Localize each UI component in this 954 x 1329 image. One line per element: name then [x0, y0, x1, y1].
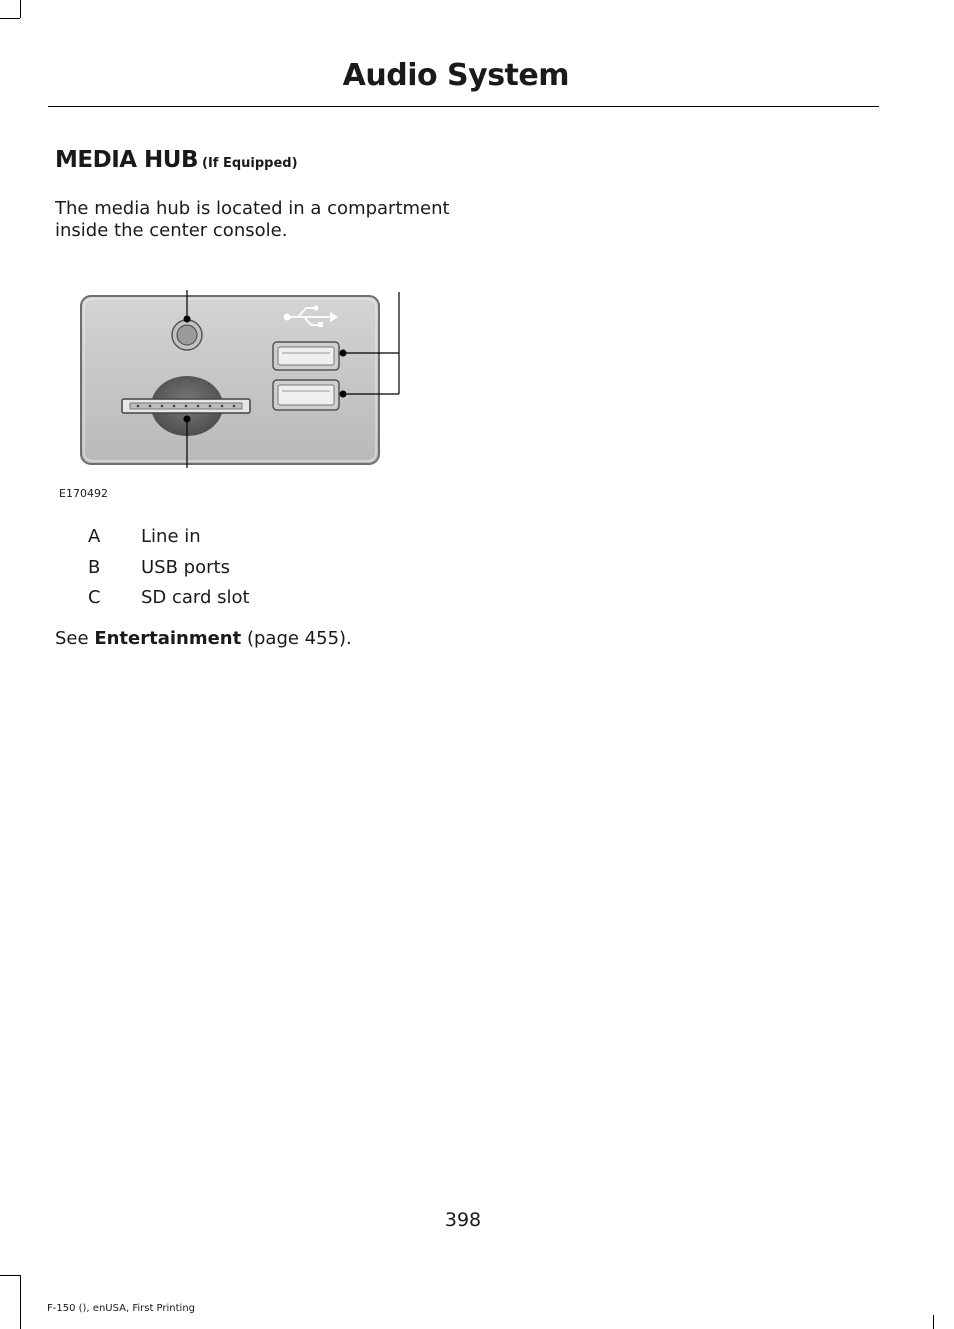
crop-mark: [933, 1315, 934, 1329]
crop-mark: [20, 0, 21, 18]
legend-label: Line in: [141, 526, 201, 547]
crossref-prefix: See: [55, 628, 89, 649]
legend-key: C: [88, 587, 101, 608]
page-number: 398: [444, 1209, 482, 1231]
header-rule: [48, 106, 879, 107]
crossref-suffix: (page 455).: [246, 628, 352, 649]
usb-port-icon: [273, 342, 339, 370]
crop-mark: [0, 18, 20, 19]
page-header-title: Audio System: [342, 58, 569, 93]
media-hub-illustration: [78, 290, 408, 480]
crop-mark: [20, 1275, 21, 1329]
usb-port-icon: [273, 380, 339, 410]
cross-reference: [55, 628, 352, 649]
section-title: MEDIA HUB: [55, 147, 199, 173]
legend-key: A: [88, 526, 101, 547]
section-heading: [55, 147, 298, 173]
intro-paragraph: The media hub is located in a compartment inside the center console.: [55, 198, 450, 241]
crossref-link[interactable]: Entertainment: [94, 628, 242, 649]
legend-label: USB ports: [141, 556, 230, 578]
audio-jack-icon: [172, 320, 202, 350]
legend-key: B: [88, 556, 101, 578]
figure-code: E170492: [59, 487, 108, 500]
footer-text: F-150 (), enUSA, First Printing: [47, 1303, 196, 1314]
crop-mark: [0, 1275, 20, 1276]
legend-label: SD card slot: [141, 587, 250, 608]
section-qualifier: (If Equipped): [202, 156, 298, 171]
